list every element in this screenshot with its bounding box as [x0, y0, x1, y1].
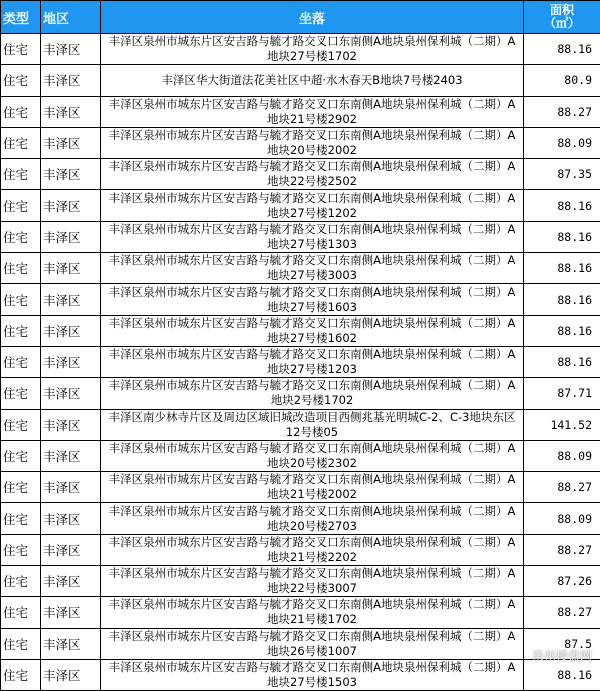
cell-area: 丰泽区: [41, 284, 101, 315]
cell-size: 88.27: [524, 534, 600, 565]
header-type: 类型: [1, 1, 41, 34]
table-row: [1, 65, 600, 96]
table-row: [1, 440, 600, 471]
cell-address: 丰泽区泉州市城东片区安吉路与毓才路交叉口东南侧A地块泉州保利城（二期）A地块20号楼2703: [101, 503, 524, 534]
cell-size: 80.9: [524, 65, 600, 96]
cell-area: 丰泽区: [41, 566, 101, 597]
header-area: 地区: [41, 1, 101, 34]
cell-area: 丰泽区: [41, 159, 101, 190]
cell-area: 丰泽区: [41, 378, 101, 409]
cell-address: 丰泽区泉州市城东片区安吉路与毓才路交叉口东南侧A地块泉州保利城（二期）A地块27号楼1203: [101, 346, 524, 377]
cell-size: 88.27: [524, 96, 600, 127]
cell-address: 丰泽区泉州市城东片区安吉路与毓才路交叉口东南侧A地块泉州保利城（二期）A地块21号楼2002: [101, 472, 524, 503]
header-row: [1, 1, 600, 34]
cell-size: 88.16: [524, 253, 600, 284]
cell-address: 丰泽区泉州市城东片区安吉路与毓才路交叉口东南侧A地块泉州保利城（二期）A地块22号楼2502: [101, 159, 524, 190]
table-row: [1, 659, 600, 690]
cell-size: 88.16: [524, 190, 600, 221]
cell-type: 住宅: [1, 659, 41, 690]
cell-address: 丰泽区泉州市城东片区安吉路与毓才路交叉口东南侧A地块泉州保利城（二期）A地块27号楼1602: [101, 315, 524, 346]
cell-type: 住宅: [1, 472, 41, 503]
cell-area: 丰泽区: [41, 503, 101, 534]
cell-size: 87.5: [524, 628, 600, 659]
cell-type: 住宅: [1, 190, 41, 221]
table-row: [1, 346, 600, 377]
cell-size: 88.27: [524, 472, 600, 503]
cell-address: 丰泽区泉州市城东片区安吉路与毓才路交叉口东南侧A地块泉州保利城（二期）A地块21号楼1702: [101, 597, 524, 628]
cell-type: 住宅: [1, 346, 41, 377]
cell-size: 141.52: [524, 409, 600, 440]
cell-type: 住宅: [1, 34, 41, 65]
cell-size: 87.26: [524, 566, 600, 597]
table-row: [1, 597, 600, 628]
cell-type: 住宅: [1, 253, 41, 284]
cell-area: 丰泽区: [41, 315, 101, 346]
cell-area: 丰泽区: [41, 409, 101, 440]
cell-type: 住宅: [1, 503, 41, 534]
cell-type: 住宅: [1, 284, 41, 315]
cell-type: 住宅: [1, 127, 41, 158]
header-address: 坐落: [101, 1, 524, 34]
cell-area: 丰泽区: [41, 534, 101, 565]
cell-area: 丰泽区: [41, 221, 101, 252]
table-body: [1, 34, 600, 691]
cell-area: 丰泽区: [41, 127, 101, 158]
cell-type: 住宅: [1, 597, 41, 628]
cell-type: 住宅: [1, 159, 41, 190]
cell-address: 丰泽区华大街道法花美社区中超·水木春天B地块7号楼2403: [101, 65, 524, 96]
table-row: [1, 34, 600, 65]
cell-size: 88.09: [524, 503, 600, 534]
cell-area: 丰泽区: [41, 65, 101, 96]
table-row: [1, 127, 600, 158]
table-row: [1, 534, 600, 565]
table-row: [1, 190, 600, 221]
cell-type: 住宅: [1, 65, 41, 96]
cell-size: 88.16: [524, 346, 600, 377]
cell-type: 住宅: [1, 628, 41, 659]
cell-area: 丰泽区: [41, 190, 101, 221]
cell-address: 丰泽区泉州市城东片区安吉路与毓才路交叉口东南侧A地块泉州保利城（二期）A地块21号楼2202: [101, 534, 524, 565]
watermark: 泉州楼盘网: [532, 647, 592, 664]
cell-address: 丰泽区泉州市城东片区安吉路与毓才路交叉口东南侧A地块泉州保利城（二期）A地块20号楼2002: [101, 127, 524, 158]
cell-address: 丰泽区泉州市城东片区安吉路与毓才路交叉口东南侧A地块泉州保利城（二期）A地块27号楼1303: [101, 221, 524, 252]
table-row: [1, 566, 600, 597]
table-row: [1, 472, 600, 503]
cell-type: 住宅: [1, 534, 41, 565]
cell-size: 88.16: [524, 659, 600, 690]
cell-area: 丰泽区: [41, 440, 101, 471]
cell-address: 丰泽区泉州市城东片区安吉路与毓才路交叉口东南侧A地块泉州保利城（二期）A地块21号楼2902: [101, 96, 524, 127]
cell-type: 住宅: [1, 315, 41, 346]
cell-area: 丰泽区: [41, 96, 101, 127]
cell-size: 88.16: [524, 221, 600, 252]
header-size-label: 面积: [526, 4, 598, 17]
cell-address: 丰泽区泉州市城东片区安吉路与毓才路交叉口东南侧A地块泉州保利城（二期）A地块27号楼1603: [101, 284, 524, 315]
header-size: [524, 1, 600, 34]
cell-address: 丰泽区南少林寺片区及周边区域旧城改造项目西侧兆基光明城C-2、C-3地块东区12号楼05: [101, 409, 524, 440]
cell-type: 住宅: [1, 409, 41, 440]
cell-address: 丰泽区泉州市城东片区安吉路与毓才路交叉口东南侧A地块泉州保利城（二期）A地块22号楼3007: [101, 566, 524, 597]
cell-address: 丰泽区泉州市城东片区安吉路与毓才路交叉口东南侧A地块泉州保利城（二期）A地块27号楼1202: [101, 190, 524, 221]
header-size-unit: （㎡）: [526, 17, 598, 30]
cell-address: 丰泽区泉州市城东片区安吉路与毓才路交叉口东南侧A地块泉州保利城（二期）A地块27号楼1503: [101, 659, 524, 690]
cell-type: 住宅: [1, 221, 41, 252]
cell-area: 丰泽区: [41, 253, 101, 284]
cell-size: 88.09: [524, 440, 600, 471]
cell-area: 丰泽区: [41, 34, 101, 65]
table-row: [1, 96, 600, 127]
cell-address: 丰泽区泉州市城东片区安吉路与毓才路交叉口东南侧A地块泉州保利城（二期）A地块26号楼1007: [101, 628, 524, 659]
cell-address: 丰泽区泉州市城东片区安吉路与毓才路交叉口东南侧A地块泉州保利城（二期）A地块20号楼2302: [101, 440, 524, 471]
cell-size: 88.16: [524, 315, 600, 346]
cell-size: 87.71: [524, 378, 600, 409]
table-header: [1, 1, 600, 34]
cell-address: 丰泽区泉州市城东片区安吉路与毓才路交叉口东南侧A地块泉州保利城（二期）A地块27号楼1702: [101, 34, 524, 65]
cell-type: 住宅: [1, 378, 41, 409]
cell-size: 88.27: [524, 597, 600, 628]
table-row: [1, 284, 600, 315]
cell-size: 87.35: [524, 159, 600, 190]
cell-area: 丰泽区: [41, 597, 101, 628]
table-row: [1, 221, 600, 252]
cell-area: 丰泽区: [41, 346, 101, 377]
cell-type: 住宅: [1, 440, 41, 471]
cell-area: 丰泽区: [41, 472, 101, 503]
cell-size: 88.16: [524, 34, 600, 65]
cell-address: 丰泽区泉州市城东片区安吉路与毓才路交叉口东南侧A地块泉州保利城（二期）A地块27号楼3003: [101, 253, 524, 284]
cell-type: 住宅: [1, 96, 41, 127]
cell-address: 丰泽区泉州市城东片区安吉路与毓才路交叉口东南侧A地块泉州保利城（二期）A地块2号楼1702: [101, 378, 524, 409]
cell-area: 丰泽区: [41, 659, 101, 690]
cell-size: 88.16: [524, 284, 600, 315]
cell-area: 丰泽区: [41, 628, 101, 659]
table-row: [1, 159, 600, 190]
table-row: [1, 253, 600, 284]
table-row: [1, 409, 600, 440]
table-row: [1, 378, 600, 409]
table-row: [1, 315, 600, 346]
table-row: [1, 628, 600, 659]
table-row: [1, 503, 600, 534]
cell-type: 住宅: [1, 566, 41, 597]
cell-size: 88.09: [524, 127, 600, 158]
